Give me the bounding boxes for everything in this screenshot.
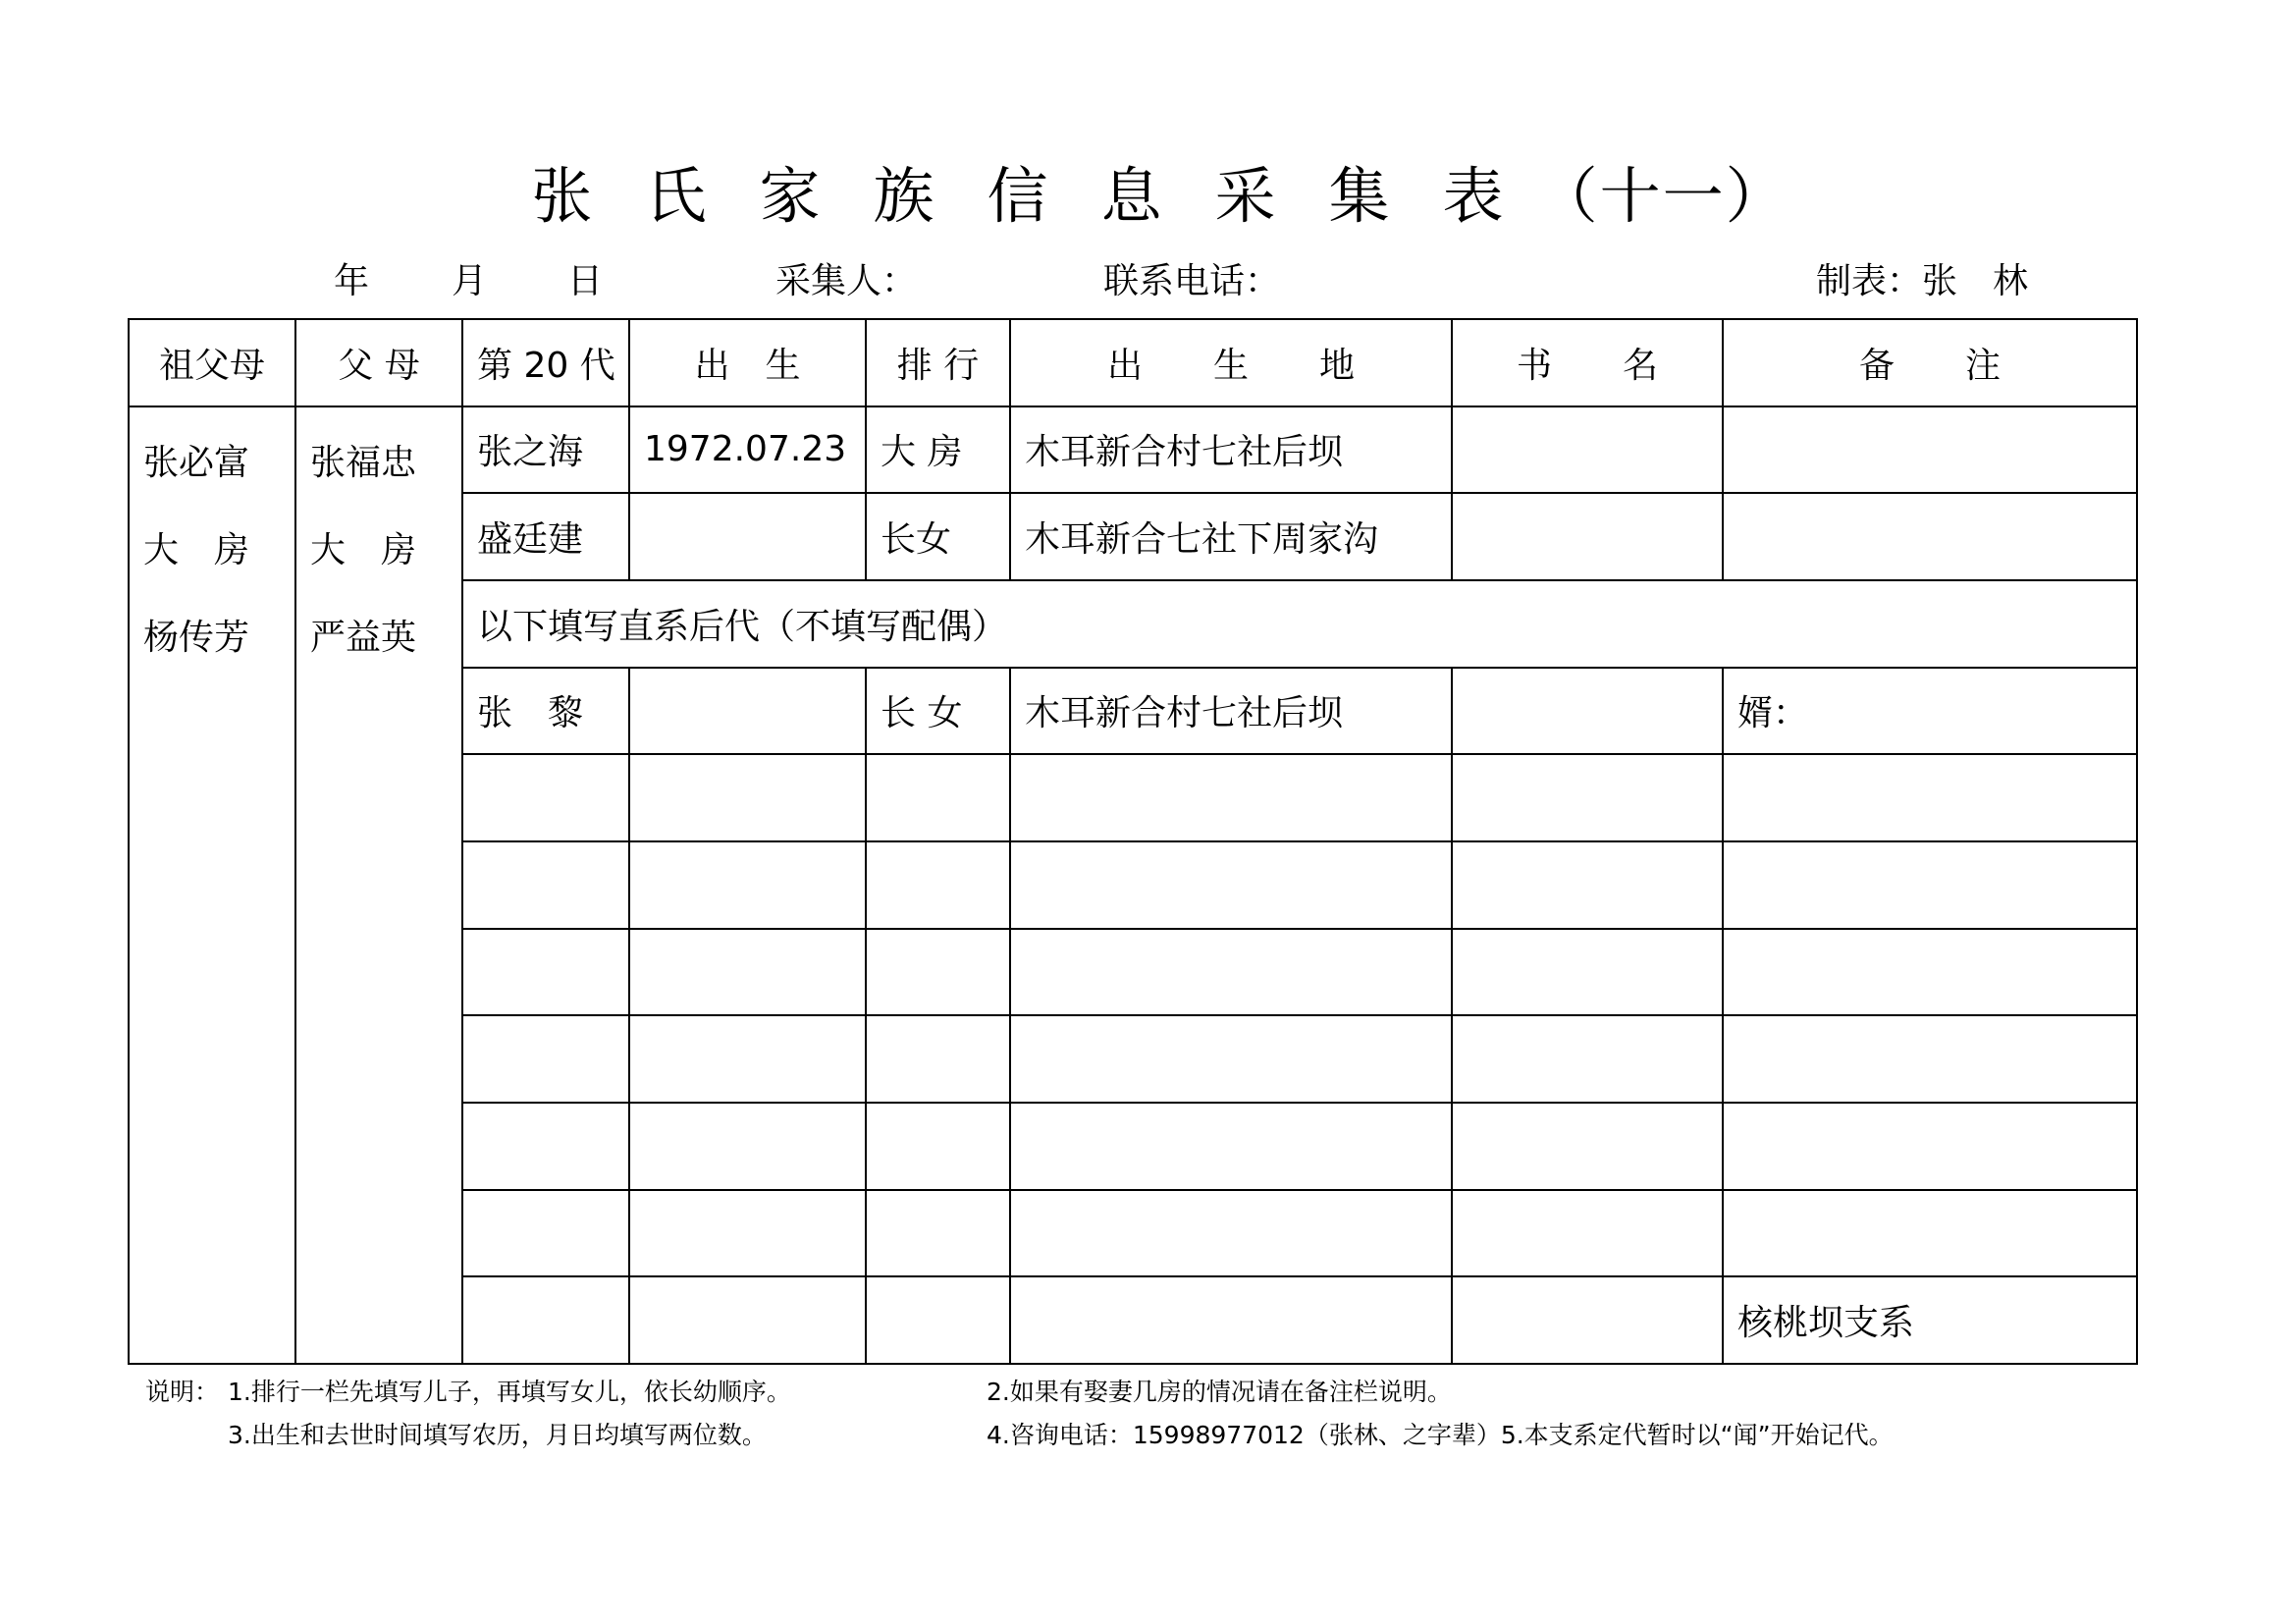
remark[interactable] [1723,1015,2137,1103]
person-name[interactable] [462,1190,629,1277]
header-grandparents: 祖父母 [129,319,295,406]
birthplace[interactable] [1010,1103,1452,1190]
table-row [129,406,2137,494]
parent-name: 张福忠 [310,442,417,483]
birth-date[interactable]: 1972.07.23 [629,406,866,494]
birthplace[interactable] [1010,929,1452,1016]
mother-name: 严益英 [310,617,417,658]
title-char: 表 [1442,160,1510,232]
birthplace[interactable]: 木耳新合七社下周家沟 [1010,493,1452,580]
book-name[interactable] [1452,493,1723,580]
note-4: 4.咨询电话：15998977012（张林、之字辈）5.本支系定代暂时以“闻”开始记代。 [987,1421,1894,1449]
rank[interactable] [866,754,1010,841]
remark[interactable] [1723,493,2137,580]
parent-branch: 大 房 [310,529,417,570]
header-row [129,319,2137,406]
phone-label: 联系电话： [1103,261,1281,301]
family-info-table [128,318,2138,1365]
header-birthplace: 出 生 地 [1010,319,1452,406]
book-name[interactable] [1452,1015,1723,1103]
note-3: 3.出生和去世时间填写农历，月日均填写两位数。 [228,1421,767,1449]
title-char: 息 [1100,160,1168,232]
rank[interactable] [866,841,1010,929]
header-birth: 出 生 [629,319,866,406]
collector-label: 采集人： [775,261,918,301]
grandmother-name: 杨传芳 [143,617,250,658]
book-name[interactable] [1452,406,1723,494]
birth-date[interactable] [629,1276,866,1364]
title-char: 采 [1214,160,1282,232]
note-1: 1.排行一栏先填写儿子，再填写女儿，依长幼顺序。 [228,1378,791,1406]
rank[interactable] [866,1276,1010,1364]
title-char: 集 [1328,160,1396,232]
birth-date[interactable] [629,1190,866,1277]
header-generation: 第 20 代 [462,319,629,406]
person-name[interactable]: 盛廷建 [462,493,629,580]
birthplace[interactable] [1010,841,1452,929]
rank[interactable] [866,1015,1010,1103]
title-char: 信 [987,160,1054,232]
birthplace[interactable] [1010,1276,1452,1364]
remark[interactable] [1723,841,2137,929]
rank[interactable] [866,1190,1010,1277]
remark[interactable] [1723,406,2137,494]
birthplace[interactable]: 木耳新合村七社后坝 [1010,406,1452,494]
header-parents: 父 母 [295,319,462,406]
grandparents-cell [129,406,295,1364]
notes-label: 说明： [145,1378,220,1406]
header-remark: 备 注 [1723,319,2137,406]
birthplace[interactable] [1010,1015,1452,1103]
title-char: 氏 [645,160,713,232]
birth-date[interactable] [629,668,866,755]
remark[interactable] [1723,1103,2137,1190]
descendant-note: 以下填写直系后代（不填写配偶） [462,580,2137,668]
remark[interactable] [1723,754,2137,841]
branch-label: 核桃坝支系 [1723,1276,2137,1364]
title-char: 张 [531,160,599,232]
remark[interactable] [1723,1190,2137,1277]
table-maker: 制表：张 林 [1816,261,2029,301]
rank[interactable]: 长女 [866,493,1010,580]
birth-date[interactable] [629,1015,866,1103]
person-name[interactable] [462,929,629,1016]
birthplace[interactable]: 木耳新合村七社后坝 [1010,668,1452,755]
book-name[interactable] [1452,1190,1723,1277]
book-name[interactable] [1452,1103,1723,1190]
book-name[interactable] [1452,929,1723,1016]
book-name[interactable] [1452,754,1723,841]
person-name[interactable] [462,754,629,841]
date-day-label: 日 [567,261,604,301]
person-name[interactable] [462,1276,629,1364]
title-char: 族 [873,160,940,232]
parents-cell [295,406,462,1364]
title-suffix: （十一） [1536,160,1789,232]
date-year-label: 年 [334,261,370,301]
rank[interactable] [866,929,1010,1016]
birthplace[interactable] [1010,1190,1452,1277]
birth-date[interactable] [629,754,866,841]
rank[interactable]: 大 房 [866,406,1010,494]
person-name[interactable] [462,1103,629,1190]
header-book-name: 书 名 [1452,319,1723,406]
person-name[interactable] [462,1015,629,1103]
remark[interactable]: 婿： [1723,668,2137,755]
grandparent-name: 张必富 [143,442,250,483]
header-rank: 排 行 [866,319,1010,406]
birth-date[interactable] [629,929,866,1016]
birth-date[interactable] [629,841,866,929]
grandparent-branch: 大 房 [143,529,250,570]
birthplace[interactable] [1010,754,1452,841]
person-name[interactable] [462,841,629,929]
title-char: 家 [759,160,827,232]
book-name[interactable] [1452,841,1723,929]
book-name[interactable] [1452,668,1723,755]
rank[interactable]: 长 女 [866,668,1010,755]
birth-date[interactable] [629,493,866,580]
rank[interactable] [866,1103,1010,1190]
remark[interactable] [1723,929,2137,1016]
person-name[interactable]: 张 黎 [462,668,629,755]
page-title [0,147,2296,235]
note-2: 2.如果有娶妻几房的情况请在备注栏说明。 [987,1378,1452,1406]
person-name[interactable]: 张之海 [462,406,629,494]
date-month-label: 月 [452,261,488,301]
birth-date[interactable] [629,1103,866,1190]
book-name[interactable] [1452,1276,1723,1364]
